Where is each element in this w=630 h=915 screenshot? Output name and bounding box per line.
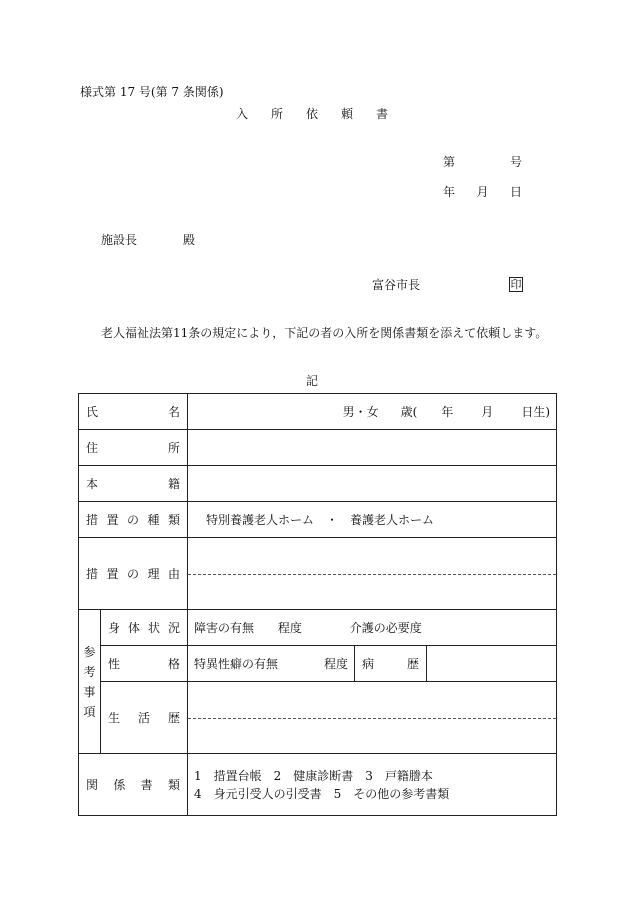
care-need-label: 介護の必要度: [349, 620, 422, 635]
documents-line-2: 4 身元引受人の引受書 5 その他の参考書類: [194, 786, 450, 801]
habit-label: 特異性癖の有無: [194, 656, 279, 671]
row-documents: [79, 754, 557, 816]
disability-label: 障害の有無: [194, 620, 255, 635]
medical-history-value-cell[interactable]: [427, 646, 557, 682]
seal-icon: 印: [510, 278, 522, 291]
dob-day: 日生): [521, 404, 550, 419]
age-label: 歳(: [400, 404, 418, 419]
seal-mark: [509, 277, 523, 292]
document-title: 入 所 依 頼 書: [236, 107, 388, 121]
medical-history-label-cell: 病 歴: [355, 646, 427, 682]
row-measure-reason: [79, 538, 557, 610]
documents-value-cell: [188, 754, 557, 816]
name-value-cell[interactable]: [188, 394, 557, 430]
entry-form-table: [78, 393, 557, 816]
honseki-value-cell[interactable]: [188, 466, 557, 502]
personality-value-cell[interactable]: [188, 646, 355, 682]
physical-label-cell: 身 体 状 況: [101, 610, 188, 646]
sender-name: 富谷市長: [372, 278, 421, 292]
form-number: 様式第 17 号(第 7 条関係): [80, 85, 224, 99]
sex-age-dob: [188, 406, 556, 418]
row-honseki: [79, 466, 557, 502]
row-life-history: [79, 682, 557, 754]
row-physical: [79, 610, 557, 646]
document-number: 第 号: [443, 155, 522, 169]
honseki-label-cell: 本 籍: [79, 466, 188, 502]
date-line: 年 月 日: [443, 185, 522, 199]
row-address: [79, 430, 557, 466]
name-label-cell: 氏 名: [79, 394, 188, 430]
address-label-cell: 住 所: [79, 430, 188, 466]
reference-label-cell: 参 考 事 項: [79, 610, 101, 754]
measure-reason-value-cell[interactable]: [188, 538, 557, 610]
personality-label-cell: 性 格: [101, 646, 188, 682]
ki-label: 記: [306, 374, 319, 388]
sex-options: 男・女: [342, 404, 379, 419]
address-value-cell[interactable]: [188, 430, 557, 466]
life-history-label-cell: 生 活 歴: [101, 682, 188, 754]
measure-type-value[interactable]: 特別養護老人ホーム ・ 養護老人ホーム: [188, 502, 557, 538]
life-history-value-cell[interactable]: [188, 682, 557, 754]
row-personality: [79, 646, 557, 682]
documents-line-1: 1 措置台帳 2 健康診断書 3 戸籍謄本: [194, 768, 433, 783]
dashed-divider: [188, 718, 556, 719]
physical-value-cell[interactable]: [188, 610, 557, 646]
dashed-divider: [188, 574, 556, 575]
dob-month: 月: [481, 404, 494, 419]
row-name: [79, 394, 557, 430]
row-measure-type: [79, 502, 557, 538]
dob-year: 年: [441, 404, 454, 419]
addressee-label: 施設長: [101, 233, 138, 247]
addressee-honorific: 殿: [183, 233, 196, 247]
body-text: 老人福祉法第11条の規定により，下記の者の入所を関係書類を添えて依頼します。: [101, 326, 548, 340]
measure-reason-label-cell: 措 置 の 理 由: [79, 538, 188, 610]
degree-label: 程度: [277, 620, 302, 635]
documents-label-cell: 関 係 書 類: [79, 754, 188, 816]
personality-degree-label: 程度: [323, 656, 348, 671]
measure-type-label-cell: 措 置 の 種 類: [79, 502, 188, 538]
